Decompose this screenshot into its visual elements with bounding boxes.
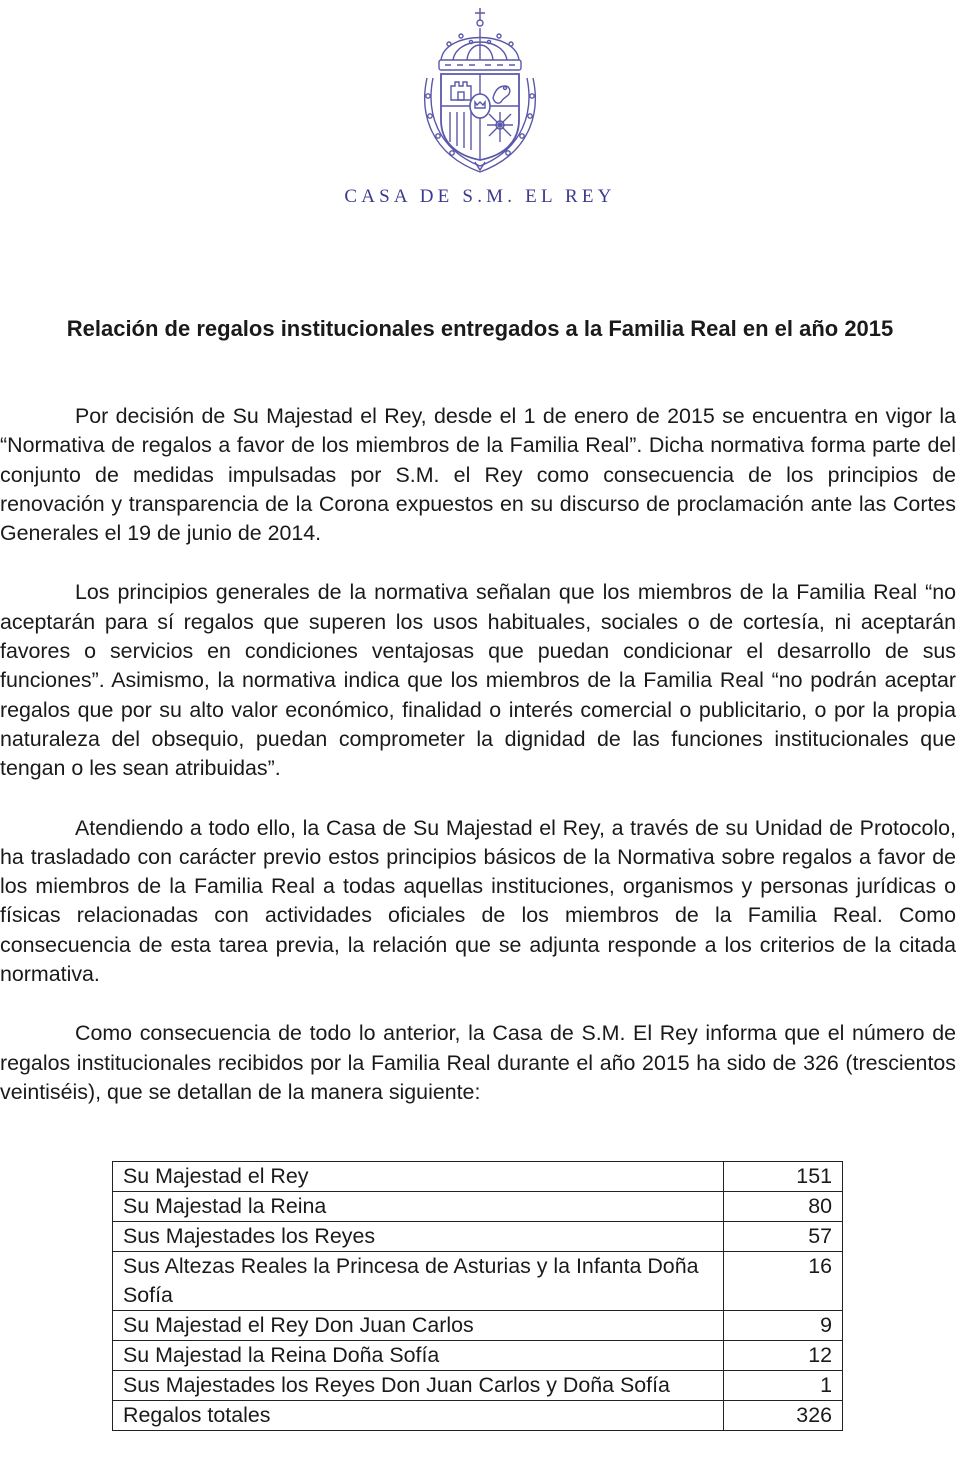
table-row <box>113 1311 843 1341</box>
document-body <box>0 402 956 1137</box>
document-title: Relación de regalos institucionales entregados a la Familia Real en el año 2015 <box>66 316 894 341</box>
royal-house-name: CASA DE S.M. EL REY <box>344 186 616 207</box>
royal-crest-icon <box>405 4 555 176</box>
recipient-cell: Sus Majestades los Reyes <box>113 1222 724 1252</box>
count-cell: 57 <box>724 1222 843 1252</box>
table-row <box>113 1341 843 1371</box>
table-row <box>113 1222 843 1252</box>
recipient-cell: Sus Altezas Reales la Princesa de Asturias y la Infanta Doña Sofía <box>113 1252 724 1311</box>
paragraph: Como consecuencia de todo lo anterior, la Casa de S.M. El Rey informa que el número de regalos institucionales recibidos por la Familia Real durante el año 2015 ha sido de 326 (trescientos veintiséis), que se detallan de la manera siguiente: <box>0 1021 956 1104</box>
total-count-cell: 326 <box>724 1401 843 1431</box>
count-cell: 80 <box>724 1192 843 1222</box>
recipient-cell: Su Majestad la Reina Doña Sofía <box>113 1341 724 1371</box>
table-row <box>113 1162 843 1192</box>
count-cell: 16 <box>724 1252 843 1311</box>
total-label-cell: Regalos totales <box>113 1401 724 1431</box>
paragraph: Los principios generales de la normativa señalan que los miembros de la Familia Real “no aceptarán para sí regalos que superen los usos habituales, sociales o de cortesía, ni aceptarán favores o servicios en condiciones ventajosas que puedan condicionar el desarrollo de sus funciones”. Asimismo, la normativa indica que los miembros de la Familia Real “no podrán aceptar regalos que por su alto valor económico, finalidad o interés comercial o publicitario, o por la propia naturaleza del obsequio, puedan comprometer la dignidad de las funciones institucionales que tengan o les sean atribuidas”. <box>0 580 956 781</box>
count-cell: 9 <box>724 1311 843 1341</box>
recipient-cell: Su Majestad el Rey Don Juan Carlos <box>113 1311 724 1341</box>
paragraph: Atendiendo a todo ello, la Casa de Su Majestad el Rey, a través de su Unidad de Protocolo, ha trasladado con carácter previo estos principios básicos de la Normativa sobre regalos a favor de los miembros de la Familia Real a todas aquellas instituciones, organismos y personas jurídicas o físicas relacionadas con actividades oficiales de los miembros de la Familia Real. Como consecuencia de esta tarea previa, la relación que se adjunta responde a los criterios de la citada normativa. <box>0 815 956 987</box>
table-row-total <box>113 1401 843 1431</box>
gifts-table <box>112 1161 843 1431</box>
table-row <box>113 1252 843 1311</box>
count-cell: 1 <box>724 1371 843 1401</box>
recipient-cell: Su Majestad el Rey <box>113 1162 724 1192</box>
table-row <box>113 1192 843 1222</box>
table-row <box>113 1371 843 1401</box>
recipient-cell: Sus Majestades los Reyes Don Juan Carlos y Doña Sofía <box>113 1371 724 1401</box>
paragraph: Por decisión de Su Majestad el Rey, desde el 1 de enero de 2015 se encuentra en vigor la “Normativa de regalos a favor de los miembros de la Familia Real”. Dicha normativa forma parte del conjunto de medidas impulsadas por S.M. el Rey como consecuencia de los principios de renovación y transparencia de la Corona expuestos en su discurso de proclamación ante las Cortes Generales el 19 de junio de 2014. <box>0 404 956 546</box>
count-cell: 12 <box>724 1341 843 1371</box>
recipient-cell: Su Majestad la Reina <box>113 1192 724 1222</box>
count-cell: 151 <box>724 1162 843 1192</box>
